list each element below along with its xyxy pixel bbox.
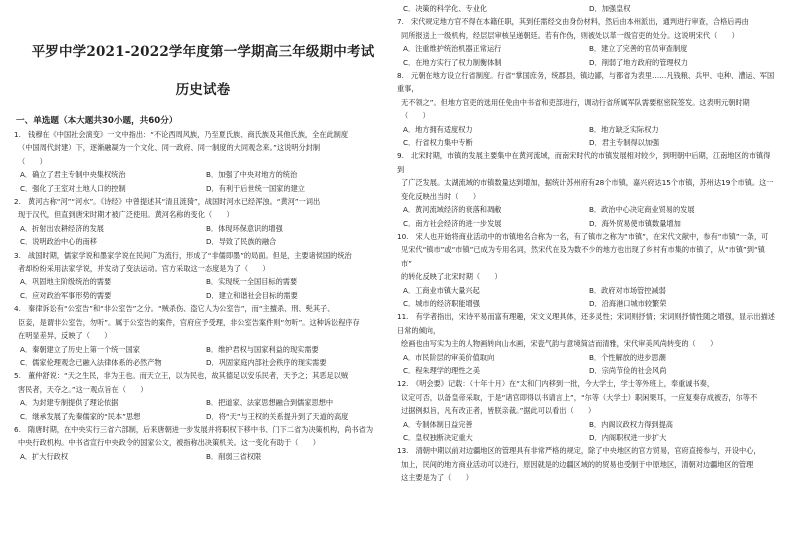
question: [14, 423, 392, 450]
question: [14, 302, 392, 342]
question-line: 现于汉代，但直到唐宋时期才被广泛使用。黄河名称的变化（ ）: [18, 210, 234, 220]
answer-option[interactable]: B．内阁议政权力得到提高: [589, 419, 673, 429]
answer-options: [14, 275, 392, 302]
question-line: 3. 战国时期，儒家学说和墨家学说在民间广为流行，形成了“非儒即墨”的局面。但是，主要诸侯国的统治: [14, 250, 352, 260]
question-line: 的转化反映了北宋时期（ ）: [401, 272, 502, 282]
answer-option[interactable]: B．政治中心决定商业贸易的发展: [589, 205, 695, 215]
answer-options: [397, 2, 775, 15]
question-line: 这主要是为了（ ）: [401, 473, 473, 483]
answer-option[interactable]: B．体现环保意识的增强: [206, 223, 283, 233]
question-line: （ ）: [18, 156, 47, 166]
question-line: 12. 《明会要》记载：（十年十月）在“太和门内移到一批，今大学士，学士等外班上，奉重诚书奏，: [397, 379, 715, 389]
question: [397, 377, 775, 417]
answer-option[interactable]: B．削弱三省权限: [206, 451, 262, 461]
question: [397, 15, 775, 42]
question: [397, 149, 775, 203]
answer-option[interactable]: C．行省权力集中专断: [403, 138, 473, 148]
question-line: （ ）: [401, 111, 430, 121]
answer-option[interactable]: D．巩固家庭内部社会秩序的现实需要: [206, 357, 327, 367]
answer-option[interactable]: A．巩固地主阶级统治的需要: [20, 277, 112, 287]
exam-title: 平罗中学2021-2022学年度第一学期高三年级期中考试: [31, 44, 375, 60]
answer-option[interactable]: B．把道家、法家思想融合到儒家思想中: [206, 398, 334, 408]
answer-option[interactable]: A．为封建专制提供了理论依据: [20, 398, 119, 408]
answer-option[interactable]: C．皇权独断决定重大: [403, 433, 473, 442]
answer-options: [14, 343, 392, 370]
question: [397, 69, 775, 123]
answer-options: [14, 222, 392, 249]
answer-options: [14, 168, 392, 195]
answer-option[interactable]: D．君主专制得以加强: [589, 138, 660, 148]
question-line: 害民者，天夺之。”这一观点旨在（ ）: [18, 384, 148, 394]
answer-option[interactable]: D．海外贸易使市镇数量增加: [589, 218, 681, 228]
answer-option[interactable]: D．内阁职权进一步扩大: [589, 433, 667, 442]
question-line: 中央行政机构。中书省宣行中央政令的国家公文，被指称出决策机关。这一变化有助于（ ）: [18, 438, 320, 448]
answer-option[interactable]: B．维护君权与国家利益的现实需要: [206, 344, 319, 354]
question: [397, 310, 775, 350]
answer-option[interactable]: A．折射出农耕经济的发展: [20, 223, 104, 233]
question-line: 在明显差异，反映了（ ）: [18, 331, 112, 341]
answer-option[interactable]: B．建立了完善的官员审查制度: [589, 44, 688, 54]
question: [14, 195, 392, 222]
answer-option[interactable]: C．应对政治军事形势的需要: [20, 290, 112, 300]
answer-option[interactable]: A．专制体制日益完善: [403, 419, 473, 429]
answer-option[interactable]: C．决策的科学化、专业化: [403, 4, 488, 13]
question-line: 见宋代“镇市”或“市镇”已成为专用名词，然宋代在及为数不少的地方也出现了乡村有市集的市镇了，从“市镇”到“镇市”: [401, 245, 765, 268]
question-line: 13. 清朝中期以前对边疆地区的管理具有非常严格的规定，除了中央地区的官方贸易，官府直接参与，开设中心，: [397, 446, 761, 456]
exam-subtitle: 历史试卷: [175, 82, 231, 98]
question-line: 同所报送上一级机构，经层层审核呈递朝廷。若有作伪，则被处以革一级官吏的处分。这说明宋代（ ）: [401, 30, 739, 40]
answer-option[interactable]: D．加强皇权: [589, 4, 631, 13]
question-line: 2. 黄河古称“河”“河水”。《诗经》中曾提述其“清且涟猗”，战国时河水已经浑浊。“黄河”一词出: [14, 197, 321, 207]
answer-option[interactable]: C．儒家伦理观念已融入法律体系的必然产物: [20, 357, 162, 367]
answer-option[interactable]: A．扩大行政权: [20, 451, 69, 461]
question-line: 6. 隋唐时期，在中央实行三省六部制，后来唐朝进一步发展并将职权下移中书、门下二省为决策机构，尚书省为: [14, 424, 374, 434]
answer-option[interactable]: D．将“天”与王权的关系提升到了天道的高度: [206, 411, 349, 421]
question-line: 无不领之”。但地方官吏的选用任免由中书省和吏部进行，调动行省所属军队需要枢密院签发。这表明元朝时期: [401, 97, 750, 107]
question-line: 8. 元朝在地方设立行省制度。行省“掌国庶务，统郡县，镇边鄙，与都省为表里……凡钱粮、兵甲、屯种、漕运、军国重事，: [397, 71, 775, 94]
answer-option[interactable]: D．宗尚节俭的社会风尚: [589, 365, 667, 375]
answer-option[interactable]: C．程朱理学的理性之美: [403, 365, 480, 375]
question-line: 7. 宋代规定地方官不得在本籍任职，其到任需经交由身份材料，然后由本州派出，通判进行审查，合格后再由: [397, 17, 749, 27]
answer-option[interactable]: A．秦朝建立了历史上第一个统一国家: [20, 344, 140, 354]
answer-option[interactable]: C．南方社会经济的进一步发展: [403, 218, 502, 228]
answer-option[interactable]: D．沿海港口城市较繁荣: [589, 298, 667, 308]
question-line: 4. 秦律诉讼有“公室告”和“非公室告”之分。“贼杀伤、盗它人为公室告”，而“主擅杀、刑、髡其子、: [14, 304, 335, 314]
answer-options: [397, 284, 775, 311]
question-line: 9. 北宋时期，市镇的发展主要集中在黄河流域，而南宋时代的市镇发展相对较少，到明朝中后期，江南地区的市镇得到: [397, 151, 771, 174]
answer-option[interactable]: C．城市的经济职能增强: [403, 298, 480, 308]
answer-option[interactable]: B．加强了中央对地方的统治: [206, 170, 298, 180]
question: [397, 444, 775, 484]
question: [14, 128, 392, 168]
question: [14, 369, 392, 396]
answer-option[interactable]: C．说明政治中心的南移: [20, 237, 97, 247]
answer-option[interactable]: B．政府对市场管控减弱: [589, 285, 666, 295]
answer-option[interactable]: A．黄河流域经济的衰落和凋敝: [403, 205, 502, 215]
question-line: 1. 钱穆在《中国社会演变》一文中指出：“不论西周风族，乃至夏氏族、商氏族及其他氏族，全在此制度: [14, 130, 349, 139]
answer-option[interactable]: A．注重维护统治机器正常运行: [403, 44, 502, 54]
question-line: 加上，民间的地方商业活动可以进行，原因就是的边疆区域的的贸易也受制于中原地区，清朝对边疆地区的管理: [401, 459, 754, 469]
answer-option[interactable]: A．工商业市镇大量兴起: [403, 285, 480, 295]
question: [14, 249, 392, 276]
answer-options: [14, 450, 392, 463]
answer-options: [397, 123, 775, 150]
question-line: 10. 宋人也开始将商业活动中的市镇地名合称为一名，有了镇市之称为“市镇”，在宋代文献中，参有“市镇”一条，可: [397, 231, 769, 241]
answer-options: [397, 42, 775, 69]
answer-option[interactable]: A．市民阶层的审美价值取向: [403, 352, 495, 362]
answer-options: [397, 203, 775, 230]
question-line: 了广泛发展。太湖流域的市镇数量达到增加，据统计苏州府有28个市镇，嘉兴府达15个市镇，苏州达19个市镇。这一变化反映出当时（ ）: [401, 178, 774, 201]
answer-options: [14, 396, 392, 423]
answer-option[interactable]: A．确立了君主专制中央集权统治: [20, 170, 126, 180]
answer-option[interactable]: D．导致了民族的融合: [206, 237, 277, 247]
right-column: [397, 0, 775, 549]
answer-option[interactable]: B．个性解放的进步思潮: [589, 352, 666, 362]
answer-option[interactable]: B．地方缺乏实际权力: [589, 124, 659, 134]
question-line: 5. 董仲舒说：“天之生民，非为王也。而天立王，以为民也，故其德足以安乐民者，天予之；其恶足以贼: [14, 371, 349, 381]
answer-option[interactable]: C．在地方实行了权力制衡体制: [403, 57, 502, 67]
question-line: 议定可否，以备皇帝采取，于是“诸官即得以书请言上”，“尔等（大学士）职闲果耳，一应复奏存成被否，尔等不: [401, 392, 758, 402]
question-line: 绘画也由写实为主的人物画转向山水画，宋瓷气韵与意境简洁而清雅，宋代审美风尚转变的（ ）: [401, 339, 718, 349]
answer-options: [397, 351, 775, 378]
question: [397, 230, 775, 284]
answer-option[interactable]: D．削弱了地方政府的管理权力: [589, 57, 688, 67]
right-question-list: [397, 2, 775, 485]
question-line: 臣妾，是谓非公室告，勿听”。属于公室告的案件，官府应予受理，非公室告案件则“勿听”。这种诉讼程序存: [18, 317, 360, 327]
question-line: 过据例拟旨，凡有改正者，皆朕亲裁。”据此可以看出（ ）: [401, 406, 596, 416]
question-line: 11. 有学者指出，宋诗平易而富有理趣，宋文义理具体，还多灵性；宋词则抒情；宋词则抒情性随之增强，显示出描述日常的倾向，: [397, 312, 775, 335]
left-column: [14, 0, 392, 549]
question-line: 者却纷纷采用法家学说，并发动了变法运动。官方采取这一态度是为了（ ）: [18, 264, 270, 274]
answer-option[interactable]: D．有利于后世统一国家的建立: [206, 183, 305, 193]
answer-option[interactable]: C．继承发展了先秦儒家的“民本”思想: [20, 411, 141, 421]
question-line: （中国周代封建）下，逐渐融凝为一个文化、同一政府、同一制度的大同观念来。”这说明分封制: [18, 143, 321, 153]
section-heading: 一、单选题（本大题共30小题，共60分）: [16, 116, 178, 126]
answer-option[interactable]: C．强化了王室对土地人口的控制: [20, 183, 126, 193]
answer-option[interactable]: A．地方拥有适度权力: [403, 124, 473, 134]
answer-options: [397, 418, 775, 445]
answer-option[interactable]: B．实现统一全国目标的需要: [206, 277, 298, 287]
left-question-list: [14, 128, 392, 463]
answer-option[interactable]: D．建立和谐社会目标的需要: [206, 290, 298, 300]
